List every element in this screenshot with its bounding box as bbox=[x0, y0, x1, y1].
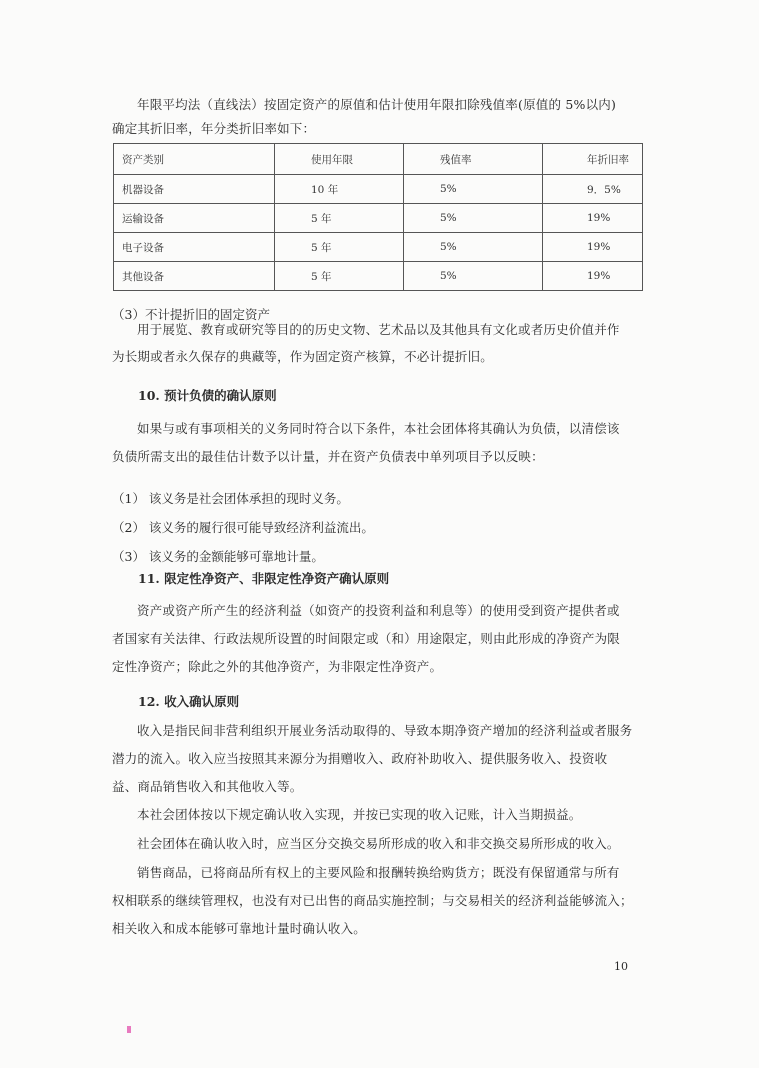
cell-asset-type: 运输设备 bbox=[114, 204, 275, 233]
table-row bbox=[114, 233, 643, 262]
cell-annual-rate: 9．5% bbox=[543, 175, 643, 204]
cell-residual-rate: 5% bbox=[404, 262, 543, 291]
depreciation-table bbox=[113, 143, 643, 291]
section-12-p1-line-1: 收入是指民间非营利组织开展业务活动取得的、导致本期净资产增加的经济利益或者服务 bbox=[137, 723, 633, 738]
section-12-p3: 社会团体在确认收入时，应当区分交换交易所形成的收入和非交换交易所形成的收入。 bbox=[137, 836, 620, 851]
cell-annual-rate: 19% bbox=[543, 233, 643, 262]
cell-useful-life: 5 年 bbox=[275, 204, 404, 233]
table-row bbox=[114, 262, 643, 291]
table-row bbox=[114, 175, 643, 204]
section-12-p4-line-3: 相关收入和成本能够可靠地计量时确认收入。 bbox=[112, 921, 367, 936]
section-12-p1-line-3: 益、商品销售收入和其他收入等。 bbox=[112, 779, 303, 794]
cell-annual-rate: 19% bbox=[543, 262, 643, 291]
cell-useful-life: 5 年 bbox=[275, 233, 404, 262]
header-annual-rate: 年折旧率 bbox=[543, 144, 643, 175]
intro-line-1: 年限平均法（直线法）按固定资产的原值和估计使用年限扣除残值率(原值的 5%以内) bbox=[137, 97, 617, 112]
section-10-item-1: （1） 该义务是社会团体承担的现时义务。 bbox=[112, 490, 349, 506]
section-10-line-1: 如果与或有事项相关的义务同时符合以下条件，本社会团体将其确认为负债，以清偿该 bbox=[137, 421, 620, 436]
page-number: 10 bbox=[614, 960, 628, 973]
cell-useful-life: 5 年 bbox=[275, 262, 404, 291]
header-useful-life: 使用年限 bbox=[275, 144, 404, 175]
cell-asset-type: 其他设备 bbox=[114, 262, 275, 291]
cell-residual-rate: 5% bbox=[404, 233, 543, 262]
cell-asset-type: 电子设备 bbox=[114, 233, 275, 262]
no-depreciation-line-1: 用于展览、教育或研究等目的的历史文物、艺术品以及其他具有文化或者历史价值并作 bbox=[137, 322, 620, 337]
cell-asset-type: 机器设备 bbox=[114, 175, 275, 204]
section-11-heading: 11. 限定性净资产、非限定性净资产确认原则 bbox=[138, 571, 390, 586]
ink-mark bbox=[127, 1026, 131, 1033]
cell-residual-rate: 5% bbox=[404, 204, 543, 233]
section-12-p4-line-2: 权相联系的继续管理权，也没有对已出售的商品实施控制；与交易相关的经济利益能够流入； bbox=[112, 893, 633, 908]
table-header-row bbox=[114, 144, 643, 175]
header-residual-rate: 残值率 bbox=[404, 144, 543, 175]
section-10-item-3: （3） 该义务的金额能够可靠地计量。 bbox=[112, 548, 324, 564]
section-12-p4-line-1: 销售商品，已将商品所有权上的主要风险和报酬转换给购货方；既没有保留通常与所有 bbox=[137, 865, 620, 880]
cell-annual-rate: 19% bbox=[543, 204, 643, 233]
cell-useful-life: 10 年 bbox=[275, 175, 404, 204]
section-12-p2: 本社会团体按以下规定确认收入实现，并按已实现的收入记账，计入当期损益。 bbox=[137, 807, 582, 822]
section-12-p1-line-2: 潜力的流入。收入应当按照其来源分为捐赠收入、政府补助收入、提供服务收入、投资收 bbox=[112, 751, 608, 766]
section-11-line-1: 资产或资产所产生的经济利益（如资产的投资利益和利息等）的使用受到资产提供者或 bbox=[137, 603, 620, 618]
intro-line-2: 确定其折旧率，年分类折旧率如下： bbox=[112, 121, 316, 136]
section-10-line-2: 负债所需支出的最佳估计数予以计量，并在资产负债表中单列项目予以反映： bbox=[112, 449, 544, 464]
no-depreciation-line-2: 为长期或者永久保存的典藏等，作为固定资产核算，不必计提折旧。 bbox=[112, 349, 494, 364]
cell-residual-rate: 5% bbox=[404, 175, 543, 204]
section-10-item-2: （2） 该义务的履行很可能导致经济利益流出。 bbox=[112, 519, 374, 535]
table-row bbox=[114, 204, 643, 233]
header-asset-type: 资产类别 bbox=[114, 144, 275, 175]
section-12-heading: 12. 收入确认原则 bbox=[138, 694, 240, 709]
section-11-line-3: 定性净资产；除此之外的其他净资产，为非限定性净资产。 bbox=[112, 659, 443, 674]
section-10-heading: 10. 预计负债的确认原则 bbox=[138, 388, 277, 403]
no-depreciation-title: （3）不计提折旧的固定资产 bbox=[112, 306, 270, 322]
section-11-line-2: 者国家有关法律、行政法规所设置的时间限定或（和）用途限定，则由此形成的净资产为限 bbox=[112, 631, 621, 646]
